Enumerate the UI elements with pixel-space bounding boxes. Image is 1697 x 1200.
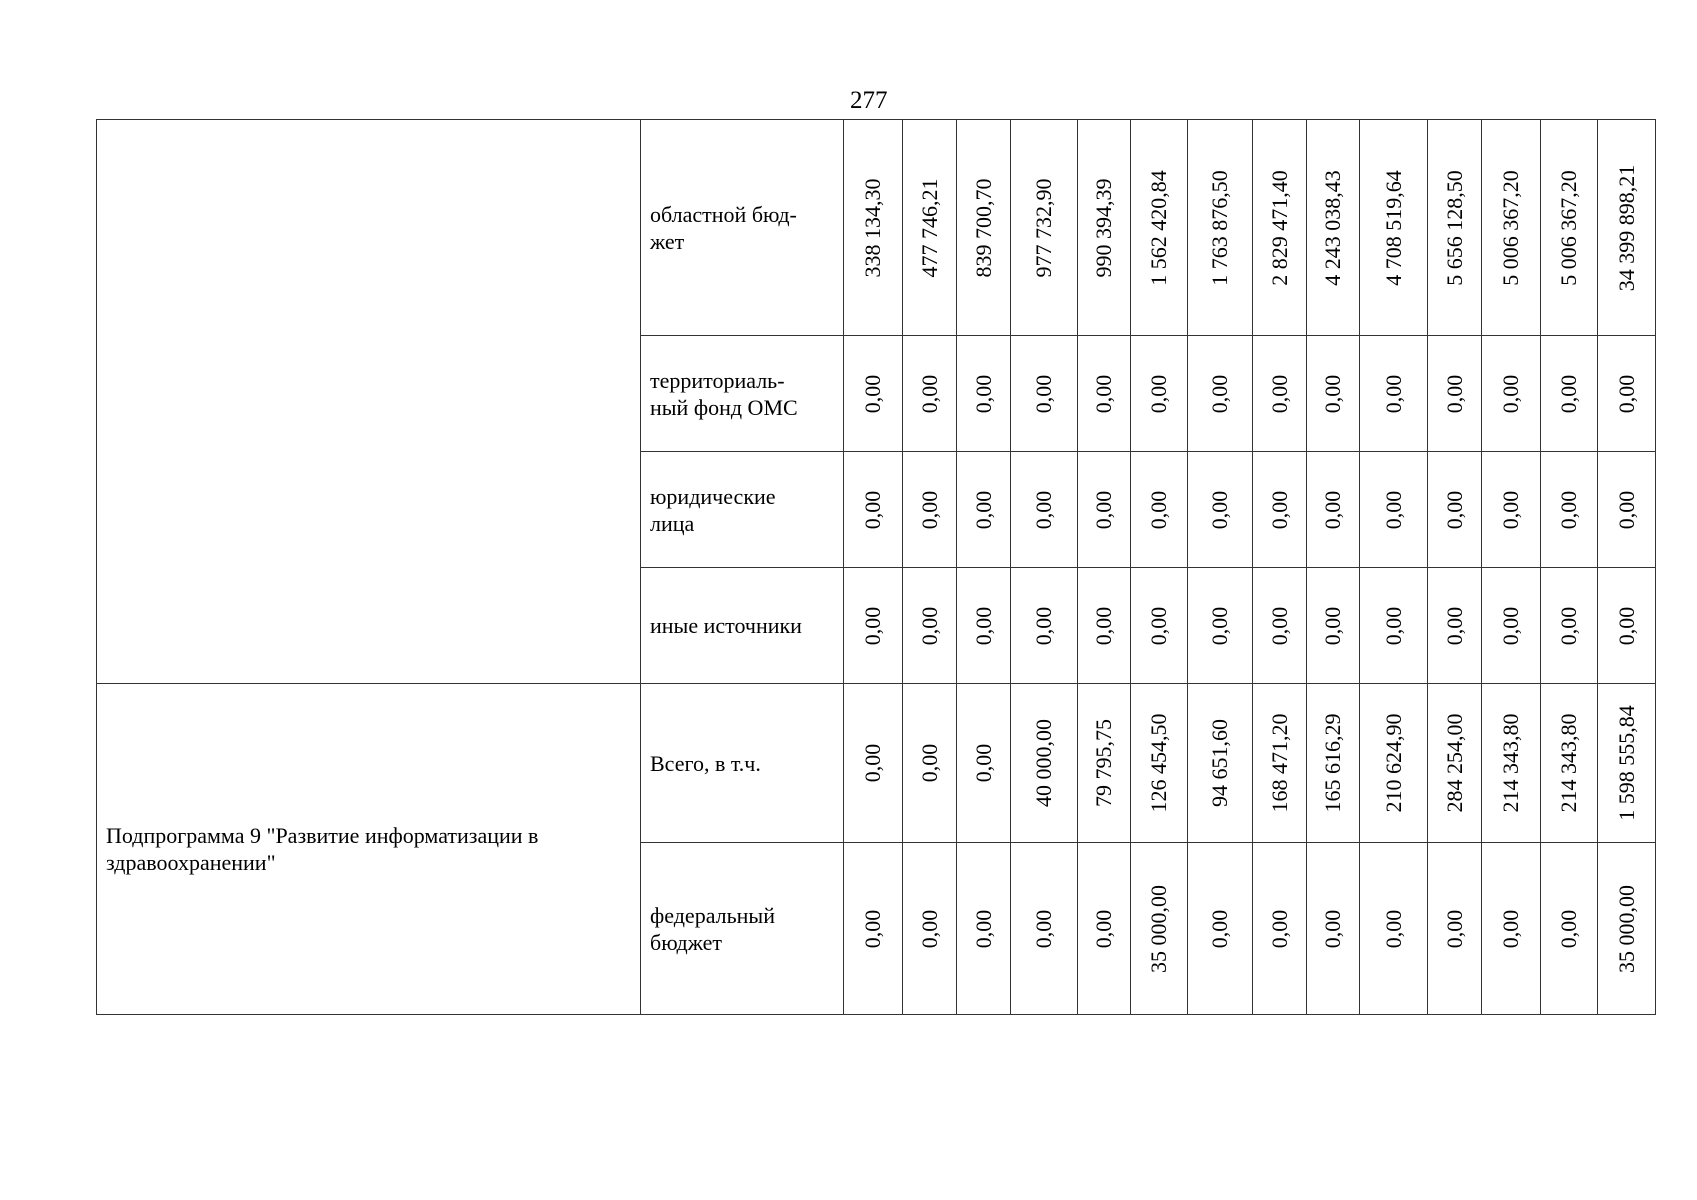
value-cell bbox=[1078, 452, 1131, 568]
value-text: 0,00 bbox=[1556, 490, 1581, 529]
value-cell bbox=[1253, 568, 1307, 684]
value-cell bbox=[1253, 684, 1307, 843]
value-text: 214 343,80 bbox=[1556, 713, 1581, 813]
value-cell bbox=[1011, 843, 1078, 1015]
value-text: 34 399 898,21 bbox=[1613, 164, 1639, 291]
value-text: 839 700,70 bbox=[970, 178, 996, 277]
table-row bbox=[97, 120, 1656, 336]
value-text: 0,00 bbox=[1498, 490, 1523, 529]
value-cell bbox=[1307, 120, 1360, 336]
value-text: 0,00 bbox=[1380, 606, 1406, 645]
value-text: 0,00 bbox=[1266, 374, 1292, 413]
value-cell bbox=[1541, 684, 1598, 843]
value-cell bbox=[1428, 568, 1482, 684]
value-text: 214 343,80 bbox=[1498, 713, 1523, 813]
value-text: 0,00 bbox=[1207, 606, 1232, 645]
value-cell bbox=[1482, 684, 1541, 843]
value-cell bbox=[1131, 568, 1188, 684]
value-text: 0,00 bbox=[860, 374, 885, 413]
budget-table bbox=[96, 119, 1656, 1015]
value-cell bbox=[1011, 336, 1078, 452]
value-text: 0,00 bbox=[1441, 909, 1467, 948]
value-text: 35 000,00 bbox=[1613, 884, 1639, 973]
funding-source-cell: Всего, в т.ч. bbox=[641, 684, 844, 843]
value-cell bbox=[1131, 684, 1188, 843]
value-text: 5 006 367,20 bbox=[1498, 169, 1523, 286]
value-text: 4 708 519,64 bbox=[1380, 169, 1406, 286]
value-cell bbox=[1541, 452, 1598, 568]
value-cell bbox=[1253, 336, 1307, 452]
value-cell bbox=[1188, 568, 1253, 684]
value-cell bbox=[1131, 843, 1188, 1015]
value-text: 0,00 bbox=[860, 606, 885, 645]
value-cell bbox=[1598, 452, 1656, 568]
value-cell bbox=[1482, 568, 1541, 684]
value-cell bbox=[1360, 336, 1428, 452]
value-text: 1 562 420,84 bbox=[1146, 169, 1171, 286]
value-cell bbox=[1078, 843, 1131, 1015]
value-text: 0,00 bbox=[1320, 909, 1345, 948]
value-cell bbox=[1188, 452, 1253, 568]
value-text: 165 616,29 bbox=[1320, 713, 1345, 813]
value-cell bbox=[1253, 120, 1307, 336]
value-cell bbox=[1541, 843, 1598, 1015]
value-text: 126 454,50 bbox=[1146, 713, 1171, 813]
value-text: 0,00 bbox=[1556, 606, 1581, 645]
value-text: 0,00 bbox=[1031, 374, 1056, 413]
value-cell bbox=[1541, 120, 1598, 336]
value-text: 0,00 bbox=[1441, 490, 1467, 529]
value-cell bbox=[1598, 336, 1656, 452]
value-cell bbox=[844, 120, 903, 336]
value-cell bbox=[903, 843, 957, 1015]
page-number: 277 bbox=[850, 87, 888, 114]
value-cell bbox=[957, 843, 1011, 1015]
value-text: 0,00 bbox=[1498, 909, 1523, 948]
value-text: 0,00 bbox=[1556, 909, 1581, 948]
value-cell bbox=[903, 336, 957, 452]
funding-source-cell: иные источники bbox=[641, 568, 844, 684]
value-text: 0,00 bbox=[1207, 374, 1232, 413]
value-text: 4 243 038,43 bbox=[1320, 169, 1345, 286]
value-cell bbox=[844, 684, 903, 843]
value-text: 168 471,20 bbox=[1266, 713, 1292, 813]
value-cell bbox=[1360, 452, 1428, 568]
value-cell bbox=[1428, 452, 1482, 568]
funding-source-cell: федеральный бюджет bbox=[641, 843, 844, 1015]
value-text: 0,00 bbox=[1320, 490, 1345, 529]
value-text: 0,00 bbox=[916, 490, 942, 529]
value-cell bbox=[1307, 452, 1360, 568]
value-cell bbox=[844, 568, 903, 684]
value-text: 0,00 bbox=[1556, 374, 1581, 413]
value-text: 0,00 bbox=[1091, 374, 1116, 413]
value-text: 0,00 bbox=[970, 606, 996, 645]
value-text: 0,00 bbox=[916, 743, 942, 783]
value-text: 0,00 bbox=[860, 743, 885, 783]
value-cell bbox=[903, 452, 957, 568]
value-cell bbox=[1360, 568, 1428, 684]
value-cell bbox=[957, 336, 1011, 452]
value-text: 0,00 bbox=[1320, 606, 1345, 645]
value-text: 0,00 bbox=[1380, 909, 1406, 948]
value-text: 338 134,30 bbox=[860, 178, 885, 277]
value-cell bbox=[1360, 684, 1428, 843]
value-text: 0,00 bbox=[916, 374, 942, 413]
value-cell bbox=[1131, 452, 1188, 568]
value-text: 0,00 bbox=[970, 490, 996, 529]
value-cell bbox=[1428, 120, 1482, 336]
value-cell bbox=[1482, 120, 1541, 336]
value-cell bbox=[1598, 120, 1656, 336]
value-cell bbox=[1188, 120, 1253, 336]
value-cell bbox=[1360, 843, 1428, 1015]
value-cell bbox=[1598, 843, 1656, 1015]
value-text: 0,00 bbox=[1613, 606, 1639, 645]
value-cell bbox=[1598, 568, 1656, 684]
value-cell bbox=[1541, 568, 1598, 684]
value-cell bbox=[1188, 684, 1253, 843]
program-name-cell: Подпрограмма 9 "Развитие информатизации в здравоохранении" bbox=[97, 684, 641, 1015]
value-cell bbox=[1428, 684, 1482, 843]
value-cell bbox=[1011, 120, 1078, 336]
funding-source-cell: территориаль- ный фонд ОМС bbox=[641, 336, 844, 452]
value-text: 5 656 128,50 bbox=[1441, 169, 1467, 286]
value-cell bbox=[844, 452, 903, 568]
value-text: 0,00 bbox=[1146, 606, 1171, 645]
value-cell bbox=[1482, 452, 1541, 568]
table-row bbox=[97, 684, 1656, 843]
value-text: 0,00 bbox=[1266, 490, 1292, 529]
value-cell bbox=[1011, 452, 1078, 568]
value-text: 0,00 bbox=[1266, 606, 1292, 645]
value-cell bbox=[1482, 843, 1541, 1015]
value-cell bbox=[1253, 452, 1307, 568]
value-cell bbox=[1011, 684, 1078, 843]
value-cell bbox=[1307, 843, 1360, 1015]
program-name-cell bbox=[97, 120, 641, 684]
value-cell bbox=[1131, 120, 1188, 336]
value-cell bbox=[903, 684, 957, 843]
value-cell bbox=[1078, 120, 1131, 336]
value-cell bbox=[903, 568, 957, 684]
value-cell bbox=[957, 568, 1011, 684]
funding-source-cell: областной бюд- жет bbox=[641, 120, 844, 336]
value-text: 0,00 bbox=[1207, 490, 1232, 529]
value-text: 477 746,21 bbox=[916, 178, 942, 277]
value-text: 0,00 bbox=[860, 909, 885, 948]
value-text: 1 598 555,84 bbox=[1613, 705, 1639, 821]
value-cell bbox=[1428, 843, 1482, 1015]
value-text: 0,00 bbox=[1498, 374, 1523, 413]
value-text: 0,00 bbox=[1380, 374, 1406, 413]
value-text: 0,00 bbox=[1266, 909, 1292, 948]
value-text: 0,00 bbox=[1613, 490, 1639, 529]
value-text: 0,00 bbox=[970, 909, 996, 948]
value-text: 0,00 bbox=[1146, 490, 1171, 529]
value-text: 0,00 bbox=[1320, 374, 1345, 413]
value-cell bbox=[1307, 568, 1360, 684]
value-text: 0,00 bbox=[1441, 374, 1467, 413]
value-cell bbox=[957, 452, 1011, 568]
value-text: 0,00 bbox=[1207, 909, 1232, 948]
value-text: 5 006 367,20 bbox=[1556, 169, 1581, 286]
value-text: 79 795,75 bbox=[1091, 719, 1116, 807]
value-text: 0,00 bbox=[1146, 374, 1171, 413]
value-text: 1 763 876,50 bbox=[1207, 169, 1232, 286]
value-text: 0,00 bbox=[970, 374, 996, 413]
value-cell bbox=[1598, 684, 1656, 843]
value-cell bbox=[1078, 684, 1131, 843]
value-text: 0,00 bbox=[1613, 374, 1639, 413]
value-cell bbox=[844, 843, 903, 1015]
value-cell bbox=[1307, 684, 1360, 843]
value-text: 0,00 bbox=[1091, 490, 1116, 529]
value-text: 0,00 bbox=[1031, 909, 1056, 948]
value-text: 0,00 bbox=[1441, 606, 1467, 645]
value-text: 0,00 bbox=[916, 909, 942, 948]
value-text: 0,00 bbox=[1031, 490, 1056, 529]
value-text: 0,00 bbox=[1498, 606, 1523, 645]
value-text: 2 829 471,40 bbox=[1266, 169, 1292, 286]
value-cell bbox=[1541, 336, 1598, 452]
value-text: 94 651,60 bbox=[1207, 719, 1232, 807]
value-cell bbox=[957, 120, 1011, 336]
value-cell bbox=[844, 336, 903, 452]
value-text: 0,00 bbox=[970, 743, 996, 783]
value-text: 0,00 bbox=[860, 490, 885, 529]
value-cell bbox=[1131, 336, 1188, 452]
value-text: 0,00 bbox=[1380, 490, 1406, 529]
value-cell bbox=[1482, 336, 1541, 452]
value-cell bbox=[1307, 336, 1360, 452]
value-text: 990 394,39 bbox=[1091, 178, 1116, 277]
value-text: 0,00 bbox=[1091, 606, 1116, 645]
value-cell bbox=[903, 120, 957, 336]
value-text: 35 000,00 bbox=[1146, 884, 1171, 973]
value-text: 977 732,90 bbox=[1031, 178, 1056, 277]
value-text: 210 624,90 bbox=[1380, 713, 1406, 813]
value-cell bbox=[957, 684, 1011, 843]
funding-source-cell: юридические лица bbox=[641, 452, 844, 568]
value-text: 0,00 bbox=[1031, 606, 1056, 645]
value-cell bbox=[1428, 336, 1482, 452]
value-cell bbox=[1078, 568, 1131, 684]
value-text: 284 254,00 bbox=[1441, 713, 1467, 813]
value-cell bbox=[1188, 336, 1253, 452]
value-text: 40 000,00 bbox=[1031, 719, 1056, 807]
value-cell bbox=[1253, 843, 1307, 1015]
value-cell bbox=[1360, 120, 1428, 336]
value-cell bbox=[1078, 336, 1131, 452]
value-text: 0,00 bbox=[1091, 909, 1116, 948]
value-cell bbox=[1011, 568, 1078, 684]
value-cell bbox=[1188, 843, 1253, 1015]
value-text: 0,00 bbox=[916, 606, 942, 645]
